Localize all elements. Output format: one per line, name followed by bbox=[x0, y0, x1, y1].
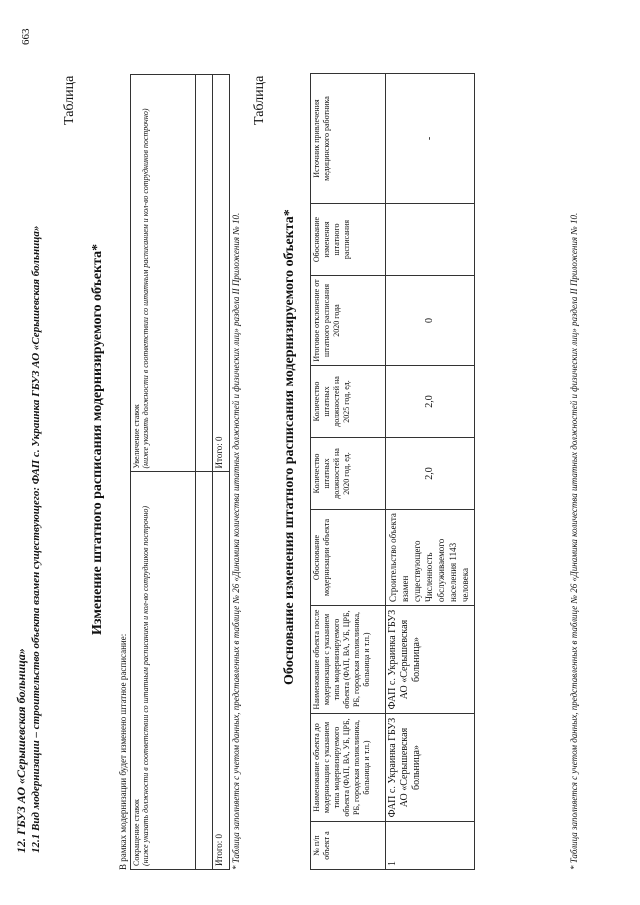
table2-footnote: * Таблица заполняется с учетом данных, представленных в таблице № 26 «Динамика количества штатных должностей и физических лиц» раздела II Приложения № 10. bbox=[569, 212, 579, 870]
staff-2025: 2,0 bbox=[386, 366, 475, 438]
increase-title: Увеличение ставок bbox=[132, 404, 141, 469]
empty-cell bbox=[196, 472, 213, 870]
section-heading: 12. ГБУЗ АО «Серышевская больница» bbox=[14, 648, 28, 853]
table1-title: Изменение штатного расписания модернизируемого объекта* bbox=[90, 243, 105, 635]
table-row bbox=[213, 75, 230, 870]
table-row bbox=[196, 75, 213, 870]
col-header: № п/п объект а bbox=[311, 822, 386, 870]
subsection-heading: 12.1 Вид модернизации – строительство объекта взамен существующего: ФАП с. Украинка ГБУЗ АО «Серышевская больница» bbox=[30, 225, 42, 853]
total-right: Итого: 0 bbox=[213, 75, 230, 473]
table-header-row bbox=[311, 74, 386, 870]
col-header: Обоснование модернизации объекта bbox=[311, 510, 386, 606]
table1-intro: В рамках модернизации будет изменено штатное расписание: bbox=[118, 633, 128, 870]
table1-footnote: * Таблица заполняется с учетом данных, представленных в таблице № 26 «Динамика количества штатных должностей и физических лиц» раздела II Приложения № 10. bbox=[231, 212, 241, 870]
increase-cell bbox=[131, 75, 196, 473]
row-number: 1 bbox=[386, 822, 475, 870]
col-header: Количество штатных должностей на 2025 год, ед. bbox=[311, 366, 386, 438]
table-row bbox=[131, 75, 196, 870]
page-number: 663 bbox=[20, 28, 32, 45]
table2-tag: Таблица bbox=[252, 75, 267, 125]
empty-cell bbox=[196, 75, 213, 473]
object-after: ФАП с. Украинка ГБУЗ АО «Серышевская больница» bbox=[386, 606, 475, 714]
increase-note: (ниже указать должности в соответствии со штатным расписанием и кол-во сотрудников построчно) bbox=[141, 108, 150, 469]
total-left: Итого: 0 bbox=[213, 472, 230, 870]
justification-table bbox=[310, 73, 475, 870]
col-header: Источник привлечения медицинского работника bbox=[311, 74, 386, 204]
table1-tag: Таблица bbox=[62, 75, 77, 125]
modernization-reason: Строительство объекта взамен существующего Численность обслуживаемого населения 1143 человека bbox=[386, 510, 475, 606]
staff-2020: 2,0 bbox=[386, 438, 475, 510]
deviation: 0 bbox=[386, 276, 475, 366]
reduction-cell bbox=[131, 472, 196, 870]
object-before: ФАП с. Украинка ГБУЗ АО «Серышевская больница» bbox=[386, 714, 475, 822]
col-header: Итоговое отклонение от штатного расписания 2020 года bbox=[311, 276, 386, 366]
col-header: Наименование объекта до модернизации с указанием типа модернизируемого объекта (ФАП, ВА, УБ, ЦРБ, РБ, городская поликлиника, больница и т.п.) bbox=[311, 714, 386, 822]
change-reason bbox=[386, 204, 475, 276]
table2-title: Обоснование изменения штатного расписания модернизируемого объекта* bbox=[282, 209, 297, 685]
col-header: Обоснование изменения штатного расписания bbox=[311, 204, 386, 276]
worker-source: - bbox=[386, 74, 475, 204]
table-row bbox=[386, 74, 475, 870]
col-header: Количество штатных должностей на 2020 год, ед. bbox=[311, 438, 386, 510]
reduction-title: Сокращение ставок bbox=[132, 799, 141, 866]
reduction-note: (ниже указать должности в соответствии со штатным расписанием и кол-во сотрудников построчно) bbox=[141, 506, 150, 866]
col-header: Наименование объекта после модернизации с указанием типа модернизируемого объекта (ФАП, ВА, УБ, ЦРБ, РБ, городская поликлиника, больница и т.п.) bbox=[311, 606, 386, 714]
staff-change-table bbox=[130, 74, 230, 870]
